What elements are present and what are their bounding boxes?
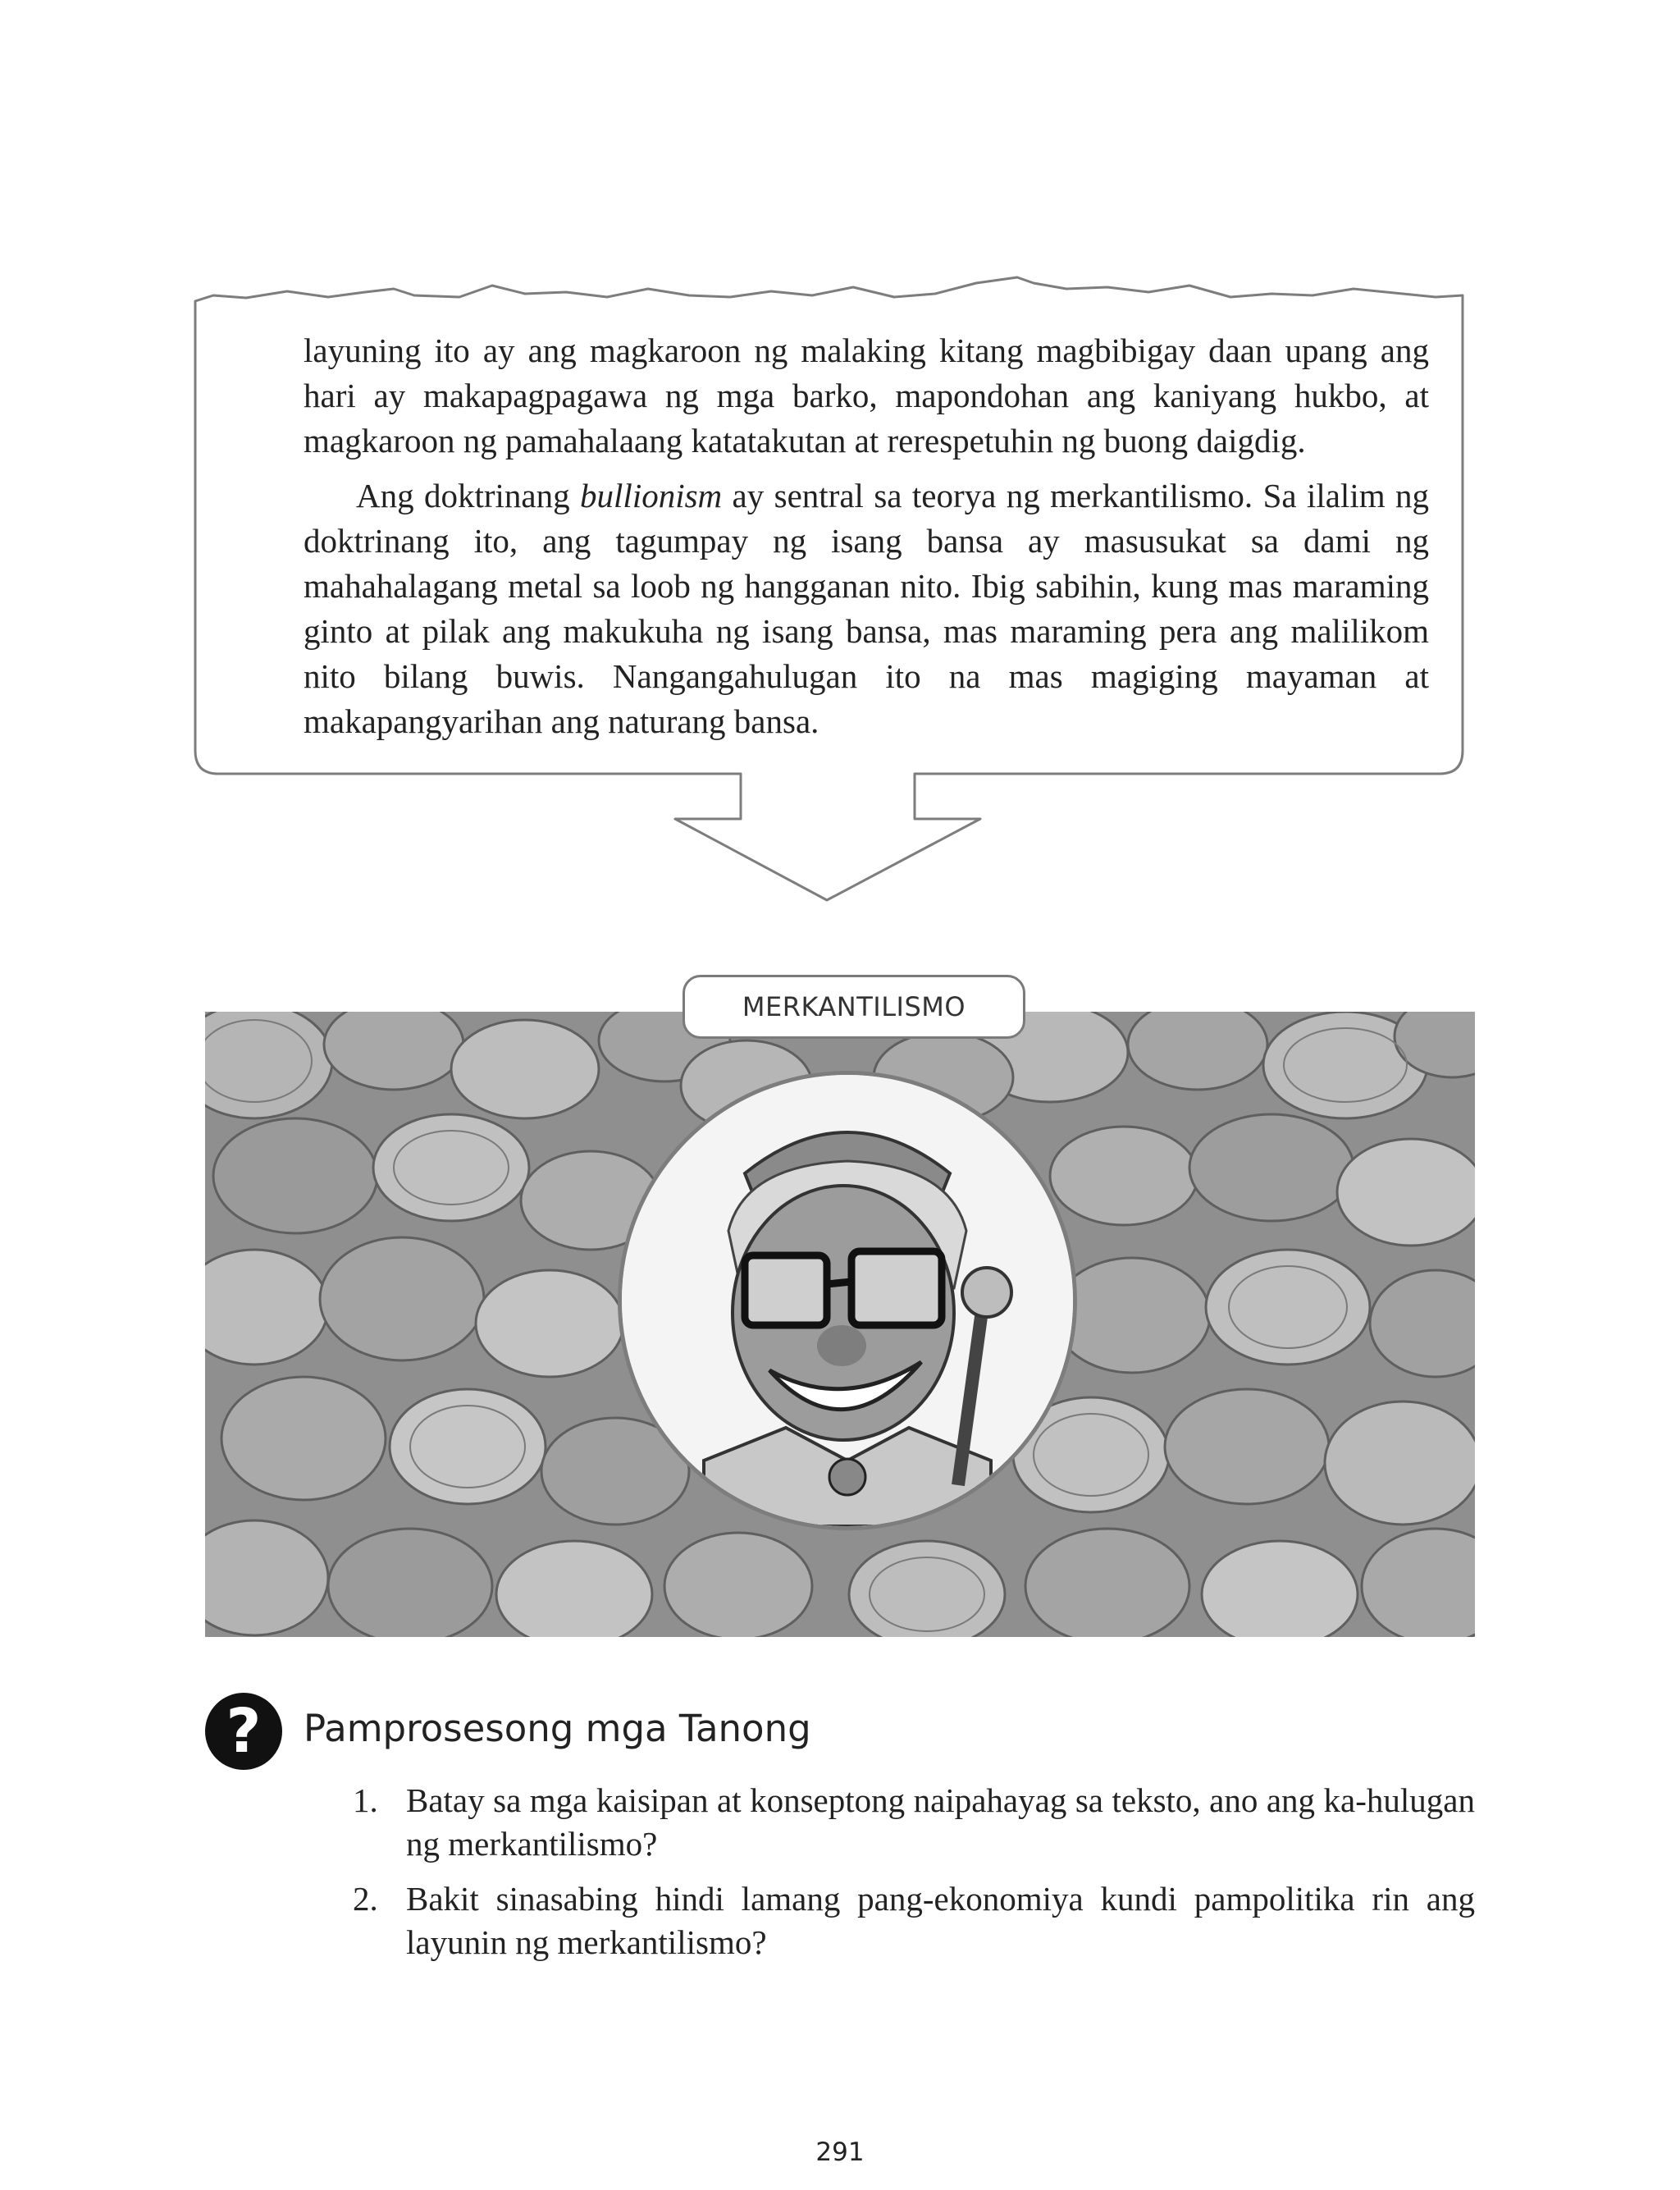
figure-label: MERKANTILISMO xyxy=(682,975,1025,1039)
question-item xyxy=(353,1779,1475,1866)
king-caricature-image xyxy=(618,1071,1077,1530)
question-text: Batay sa mga kaisipan at konseptong naipahayag sa teksto, ano ang ka-hulugan ng merkantilismo? xyxy=(406,1781,1475,1863)
paragraph-2-start: Ang doktrinang xyxy=(356,477,581,514)
callout-text xyxy=(304,328,1429,744)
paragraph-2-rest: ay sentral sa teorya ng merkantilismo. Sa ilalim ng doktrinang ito, ang tagumpay ng isang bansa ay masusukat sa dami ng mahahalagang metal sa loob ng hangganan nito. Ibig sabihin, kung mas maraming ginto at pilak ang makukuha ng isang bansa, mas maraming pera ang malilikom nito bilang buwis. Nangangahulugan ito na mas magiging mayaman at makapangyarihan ang naturang bansa. xyxy=(304,477,1429,740)
question-mark-icon: ? xyxy=(205,1693,282,1770)
callout-paragraph-2 xyxy=(304,473,1429,744)
questions-heading: Pamprosesong mga Tanong xyxy=(304,1707,811,1750)
question-text: Bakit sinasabing hindi lamang pang-ekonomiya kundi pampolitika rin ang layunin ng merkantilismo? xyxy=(406,1880,1475,1961)
callout-paragraph-1: layuning ito ay ang magkaroon ng malaking kitang magbibigay daan upang ang hari ay makapagpagawa ng mga barko, mapondohan ang kaniyang hukbo, at magkaroon ng pamahalaang katatakutan at rerespetuhin ng buong daigdig. xyxy=(304,331,1429,459)
questions-list xyxy=(353,1779,1475,1976)
question-number: 2. xyxy=(353,1880,378,1918)
question-number: 1. xyxy=(353,1781,378,1819)
bullionism-term: bullionism xyxy=(580,477,723,514)
question-item xyxy=(353,1877,1475,1964)
page-number: 291 xyxy=(815,2137,865,2167)
